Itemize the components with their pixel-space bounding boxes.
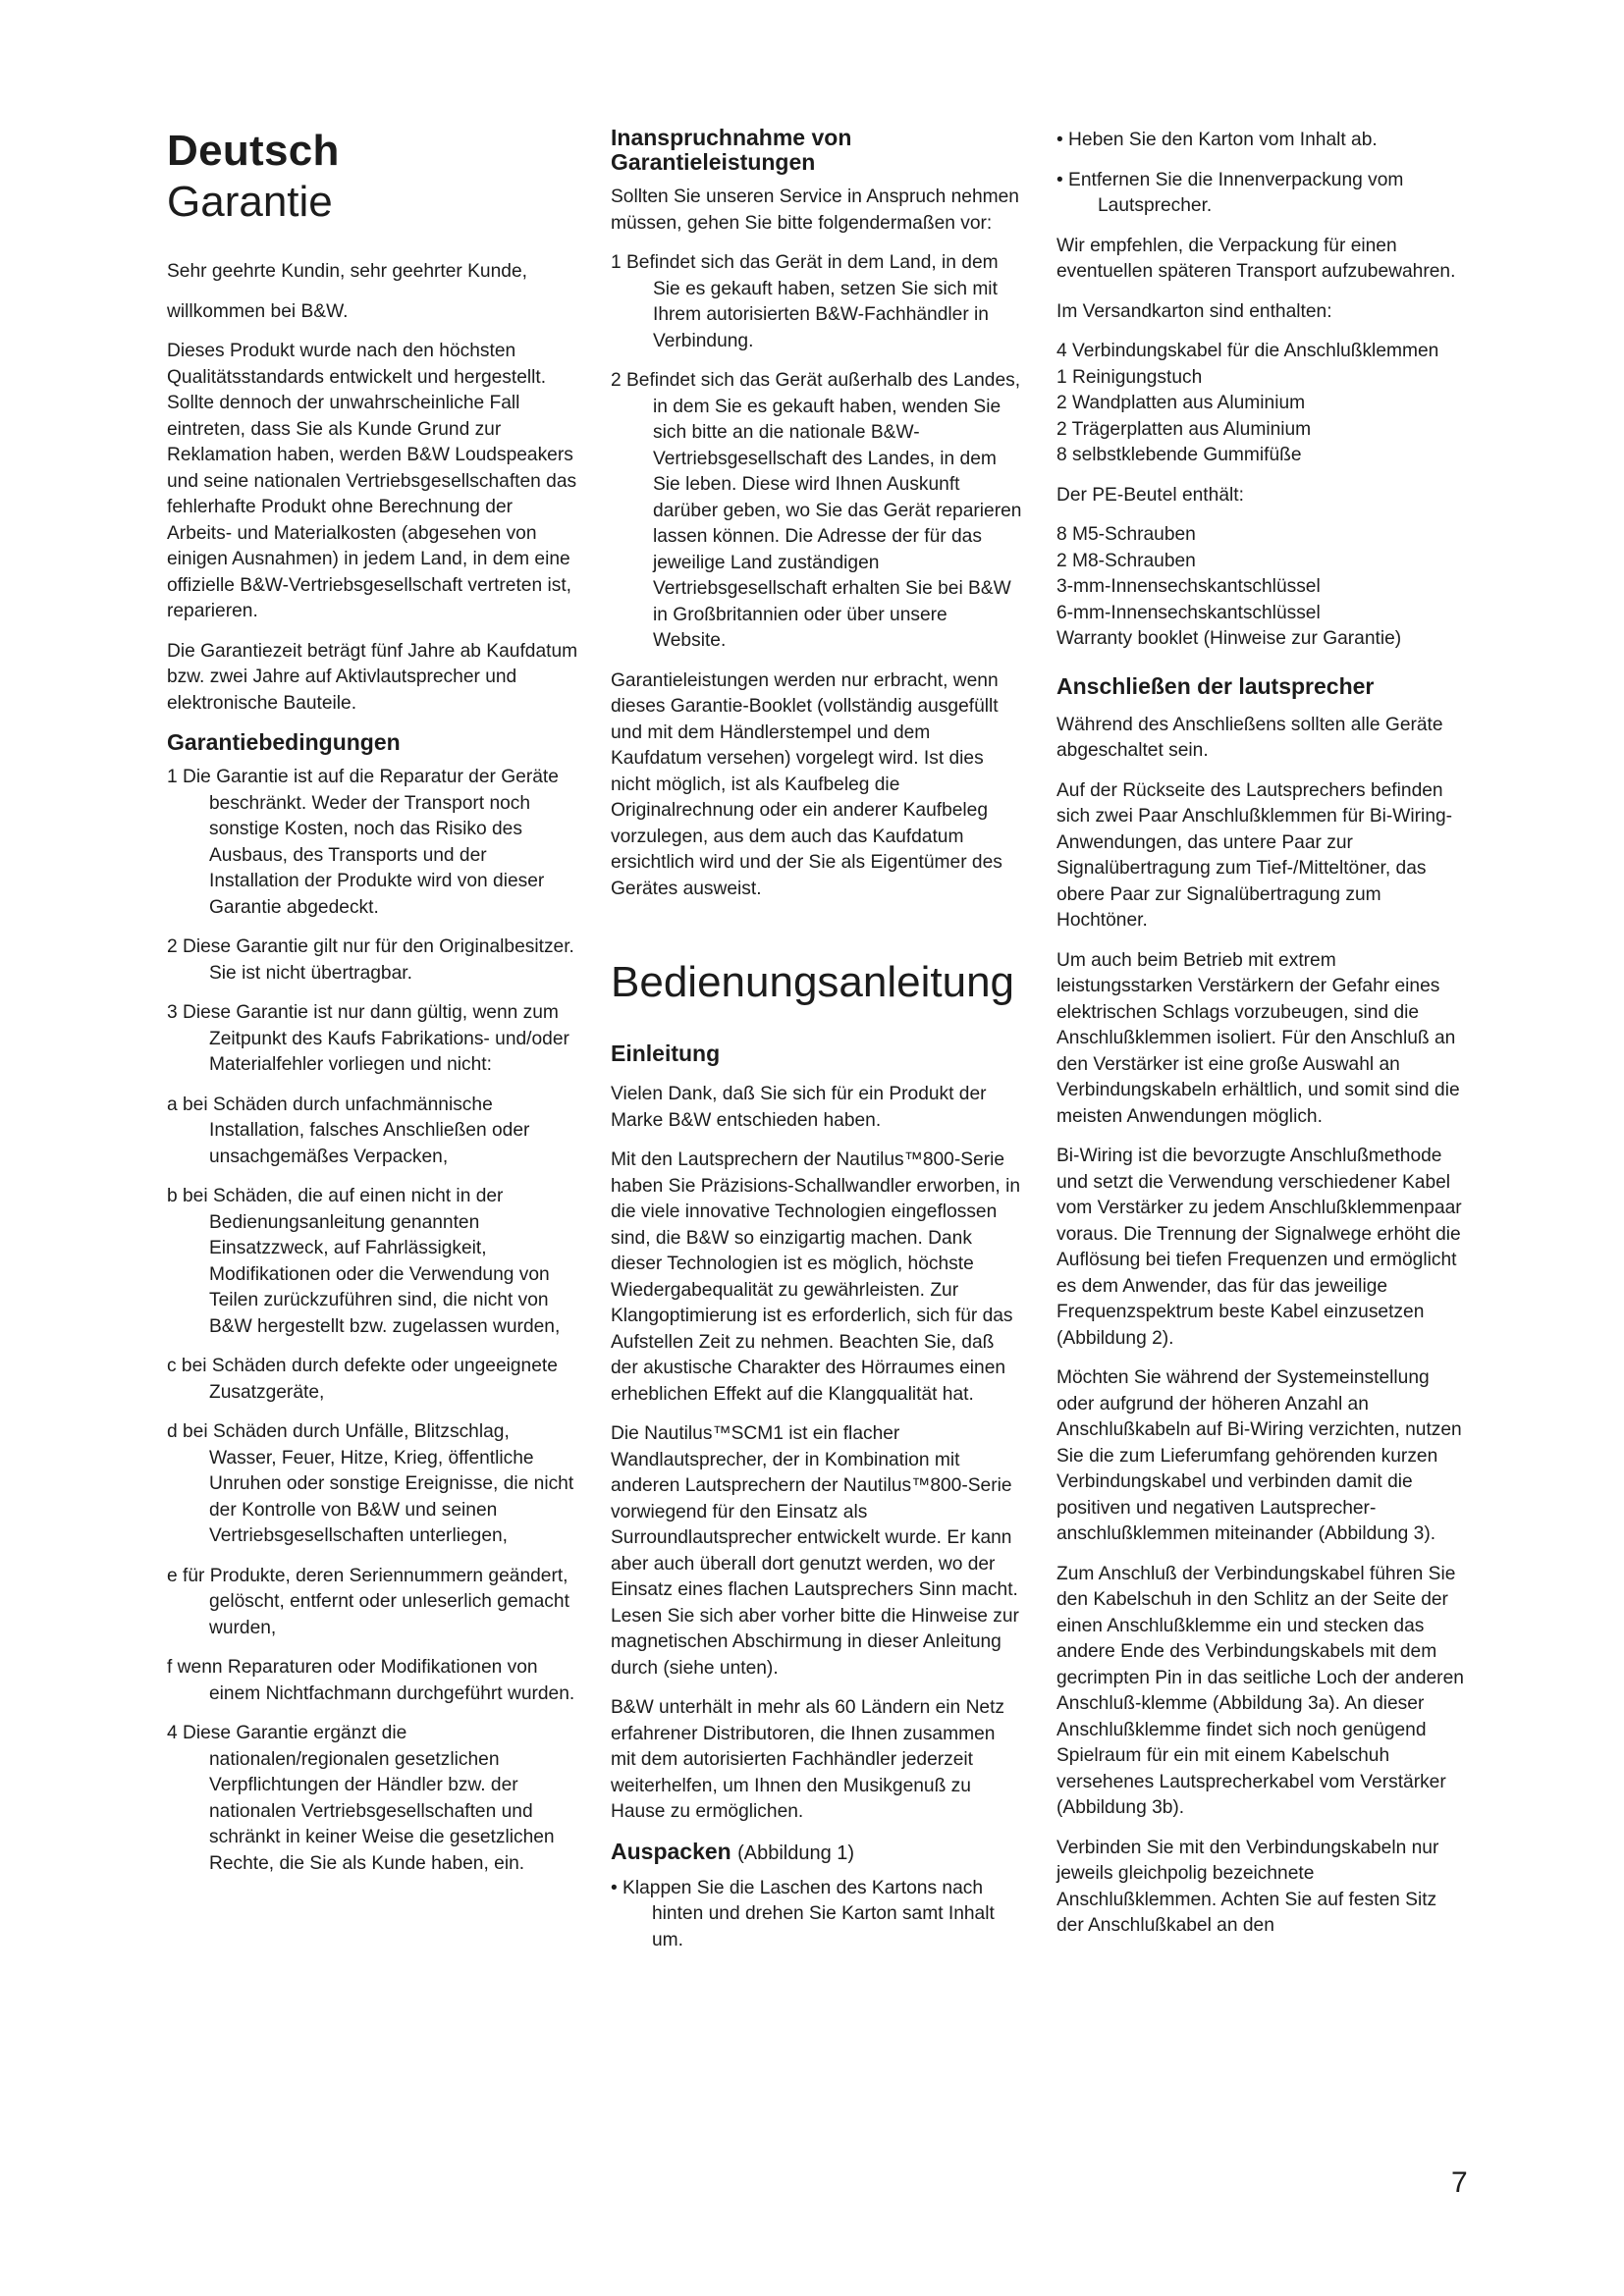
claim-step: 2 Befindet sich das Gerät außerhalb des Landes, in dem Sie es gekauft haben, wenden Sie sich bitte an die nationale B&W-Vertriebsgesellschaft des Landes, in dem Sie leben. Diese wird Ihnen Auskunft darüber geben, wo Sie das Gerät reparieren lassen können. Die Adresse der für das jeweilige Land zuständigen Vertriebsgesellschaft erhalten Sie bei B&W in Großbritannien oder über unsere Website. xyxy=(611,370,1022,651)
connect-paragraph: Verbinden Sie mit den Verbindungskabeln nur jeweils gleichpolig bezeichnete Anschlußklemmen. Achten Sie auf festen Sitz der Anschlußkabel an den xyxy=(1056,1837,1439,1936)
list-item: 8 M5-Schrauben xyxy=(1056,524,1196,545)
list-item: Warranty booklet (Hinweise zur Garantie) xyxy=(1056,628,1402,649)
condition-item: e für Produkte, deren Seriennummern geändert, gelöscht, entfernt oder unleserlich gemacht wurden, xyxy=(167,1565,569,1638)
claim-heading: Inanspruchnahme von Garantieleistungen xyxy=(611,125,852,175)
column-middle xyxy=(611,126,1025,1967)
column-left xyxy=(167,126,579,1891)
language-heading: Deutsch xyxy=(167,127,340,175)
intro-paragraph: Die Nautilus™SCM1 ist ein flacher Wandlautsprecher, der in Kombination mit anderen Lautsprechern der Nautilus™800-Serie vorwiegend für den Einsatz als Surroundlautsprecher entwickelt wurde. Er kann aber auch überall dort genutzt werden, wo der Einsatz eines flachen Lautsprechers Sinn macht. Lesen Sie sich aber vorher bitte die Hinweise zur magnetischen Abschirmung in dieser Anleitung durch (siehe unten). xyxy=(611,1423,1019,1679)
claim-intro: Sollten Sie unseren Service in Anspruch nehmen müssen, gehen Sie bitte folgendermaßen vor: xyxy=(611,187,1019,234)
unpack-step: • Heben Sie den Karton vom Inhalt ab. xyxy=(1056,130,1378,150)
conditions-heading: Garantiebedingungen xyxy=(167,729,401,755)
unpack-figure-ref: (Abbildung 1) xyxy=(737,1842,855,1864)
warranty-period: Die Garantiezeit beträgt fünf Jahre ab Kaufdatum bzw. zwei Jahre auf Aktivlautsprecher und elektronische Bauteile. xyxy=(167,640,578,714)
intro-paragraph: Vielen Dank, daß Sie sich für ein Produkt der Marke B&W entschieden haben. xyxy=(611,1084,987,1131)
connect-paragraph: Bi-Wiring ist die bevorzugte Anschlußmethode und setzt die Verwendung verschiedener Kabel vom Verstärker zu jedem Anschlußklemmenpaar voraus. Die Trennung der Signalwege erhöht die Auflösung bei tiefen Frequenzen und ermöglicht es dem Anwender, das für das jeweilige Frequenzspektrum beste Kabel einzusetzen (Abbildung 2). xyxy=(1056,1146,1462,1349)
connect-heading: Anschließen der lautsprecher xyxy=(1056,672,1375,699)
warranty-intro: Dieses Produkt wurde nach den höchsten Qualitätsstandards entwickelt und hergestellt. Sollte dennoch der unwahrscheinliche Fall eintreten, dass Sie als Kunde Grund zur Reklamation haben, werden B&W Loudspeakers und seine nationalen Vertriebsgesellschaften das fehlerhafte Produkt ohne Berechnung der Arbeits- und Materialkosten (abgesehen von einigen Ausnahmen) in jedem Land, in dem eine offizielle B&W-Vertriebsgesellschaft vertreten ist, reparieren. xyxy=(167,341,577,621)
list-item: 6-mm-Innensechskantschlüssel xyxy=(1056,602,1321,623)
connect-paragraph: Während des Anschließens sollten alle Geräte abgeschaltet sein. xyxy=(1056,714,1443,761)
condition-item: b bei Schäden, die auf einen nicht in der Bedienungsanleitung genannten Einsatzzweck, auf Fahrlässigkeit, Modifikationen oder die Verwendung von Teilen zurückzuführen sind, die nicht von B&W hergestellt bzw. zugelassen wurden, xyxy=(167,1186,561,1337)
connect-paragraph: Möchten Sie während der Systemeinstellung oder aufgrund der höheren Anzahl an Anschlußkabeln auf Bi-Wiring verzichten, nutzen Sie die zum Lieferumfang gehörenden kurzen Verbindungskabel und verbinden damit die positiven und negativen Lautsprecher-anschlußklemmen miteinander (Abbildung 3). xyxy=(1056,1367,1462,1544)
box-contents-heading: Im Versandkarton sind enthalten: xyxy=(1056,300,1332,322)
condition-item: d bei Schäden durch Unfälle, Blitzschlag, Wasser, Feuer, Hitze, Krieg, öffentliche Unruhen oder sonstige Ereignisse, die nicht der Kontrolle von B&W und seinen Vertriebsgesellschaften unterliegen, xyxy=(167,1421,574,1546)
condition-item: 2 Diese Garantie gilt nur für den Originalbesitzer. Sie ist nicht übertragbar. xyxy=(167,936,574,984)
intro-paragraph: B&W unterhält in mehr als 60 Ländern ein Netz erfahrener Distributoren, die Ihnen zusammen mit dem autorisierten Fachhändler jederzeit weiterhelfen, um Ihnen den Musikgenuß zu Hause zu ermöglichen. xyxy=(611,1697,1005,1822)
warranty-title: Garantie xyxy=(167,178,333,226)
keep-packaging-text: Wir empfehlen, die Verpackung für einen eventuellen späteren Transport aufzubewahren. xyxy=(1056,235,1456,282)
bag-contents-list xyxy=(1056,522,1469,653)
list-item: 2 M8-Schrauben xyxy=(1056,550,1196,571)
unpack-step: • Klappen Sie die Laschen des Kartons nach hinten und drehen Sie Karton samt Inhalt um. xyxy=(611,1877,995,1950)
list-item: 2 Trägerplatten aus Aluminium xyxy=(1056,418,1312,440)
welcome-text: willkommen bei B&W. xyxy=(167,300,349,322)
condition-item: 1 Die Garantie ist auf die Reparatur der Geräte beschränkt. Weder der Transport noch sonstige Kosten, noch das Risiko des Ausbaus, des Transports und der Installation der Produkte wird von dieser Garantie abgedeckt. xyxy=(167,767,559,918)
condition-item: 3 Diese Garantie ist nur dann gültig, wenn zum Zeitpunkt des Kaufs Fabrikations- und/oder Materialfehler vorliegen und nicht: xyxy=(167,1002,569,1075)
bag-contents-heading: Der PE-Beutel enthält: xyxy=(1056,484,1244,506)
greeting-text: Sehr geehrte Kundin, sehr geehrter Kunde, xyxy=(167,261,527,282)
box-contents-list xyxy=(1056,339,1469,469)
unpack-step: • Entfernen Sie die Innenverpackung vom Lautsprecher. xyxy=(1056,169,1404,216)
intro-paragraph: Mit den Lautsprechern der Nautilus™800-Serie haben Sie Präzisions-Schallwandler erworben, in die viele innovative Technologien eingeflossen sind, die B&W so einzigartig machen. Dank dieser Technologien ist es möglich, höchste Wiedergabequalität zu gewährleisten. Zur Klangoptimierung ist es erforderlich, sich für das Aufstellen Zeit zu nehmen. Beachten Sie, daß der akustische Charakter des Hörraumes einen erheblichen Effekt auf die Klangqualität hat. xyxy=(611,1149,1021,1405)
condition-item: c bei Schäden durch defekte oder ungeeignete Zusatzgeräte, xyxy=(167,1356,558,1403)
condition-item: f wenn Reparaturen oder Modifikationen von einem Nichtfachmann durchgeführt wurden. xyxy=(167,1657,575,1704)
connect-paragraph: Auf der Rückseite des Lautsprechers befinden sich zwei Paar Anschlußklemmen für Bi-Wiring-Anwendungen, das untere Paar zur Signalübertragung zum Tief-/Mitteltöner, das obere Paar zur Signalübertragung zum Hochtöner. xyxy=(1056,779,1453,931)
claim-step: 1 Befindet sich das Gerät in dem Land, in dem Sie es gekauft haben, setzen Sie sich mit Ihrem autorisierten B&W-Fachhändler in Verbindung. xyxy=(611,252,999,351)
list-item: 4 Verbindungskabel für die Anschlußklemmen xyxy=(1056,341,1439,361)
connect-paragraph: Zum Anschluß der Verbindungskabel führen Sie den Kabelschuh in den Schlitz an der Seite der einen Anschlußklemme ein und stecken das andere Ende des Verbindungskabels mit dem gecrimpten Pin in das seitliche Loch der anderen Anschluß-klemme (Abbildung 3a). An dieser Anschlußklemme findet sich noch genügend Spielraum für ein mit einem Kabelschuh versehenes Lautsprecherkabel vom Verstärker (Abbildung 3b). xyxy=(1056,1563,1464,1818)
list-item: 8 selbstklebende Gummifüße xyxy=(1056,445,1302,465)
column-right xyxy=(1056,128,1469,1953)
unpack-heading xyxy=(611,1840,1025,1866)
condition-item: 4 Diese Garantie ergänzt die nationalen/regionalen gesetzlichen Verpflichtungen der Händler bzw. der nationalen Vertriebsgesellschaften und schränkt in keiner Weise die gesetzlichen Rechte, die Sie als Kunde haben, ein. xyxy=(167,1723,555,1874)
unpack-heading-text: Auspacken xyxy=(611,1838,731,1864)
list-item: 1 Reinigungstuch xyxy=(1056,366,1203,388)
list-item: 2 Wandplatten aus Aluminium xyxy=(1056,393,1306,413)
condition-item: a bei Schäden durch unfachmännische Installation, falsches Anschließen oder unsachgemäßes Verpacken, xyxy=(167,1094,530,1167)
list-item: 3-mm-Innensechskantschlüssel xyxy=(1056,576,1321,597)
claim-note: Garantieleistungen werden nur erbracht, wenn dieses Garantie-Booklet (vollständig ausgefüllt und mit dem Händlerstempel und dem Kaufdatum versehen) vorgelegt wird. Ist dies nicht möglich, ist als Kaufbeleg die Originalrechnung oder ein anderer Kaufbeleg vorzulegen, aus dem auch das Kaufdatum ersichtlich wird und der Sie als Eigentümer des Gerätes ausweist. xyxy=(611,669,1002,899)
connect-paragraph: Um auch beim Betrieb mit extrem leistungsstarken Verstärkern der Gefahr eines elektrischen Schlags vorzubeugen, sind die Anschlußklemmen isoliert. Für den Anschluß an den Verstärker ist eine große Auswahl an Verbindungskabeln erhältlich, und somit sind die meisten Anwendungen möglich. xyxy=(1056,949,1460,1127)
page-number: 7 xyxy=(1451,2166,1468,2199)
intro-heading: Einleitung xyxy=(611,1041,721,1066)
manual-title: Bedienungsanleitung xyxy=(611,958,1015,1006)
